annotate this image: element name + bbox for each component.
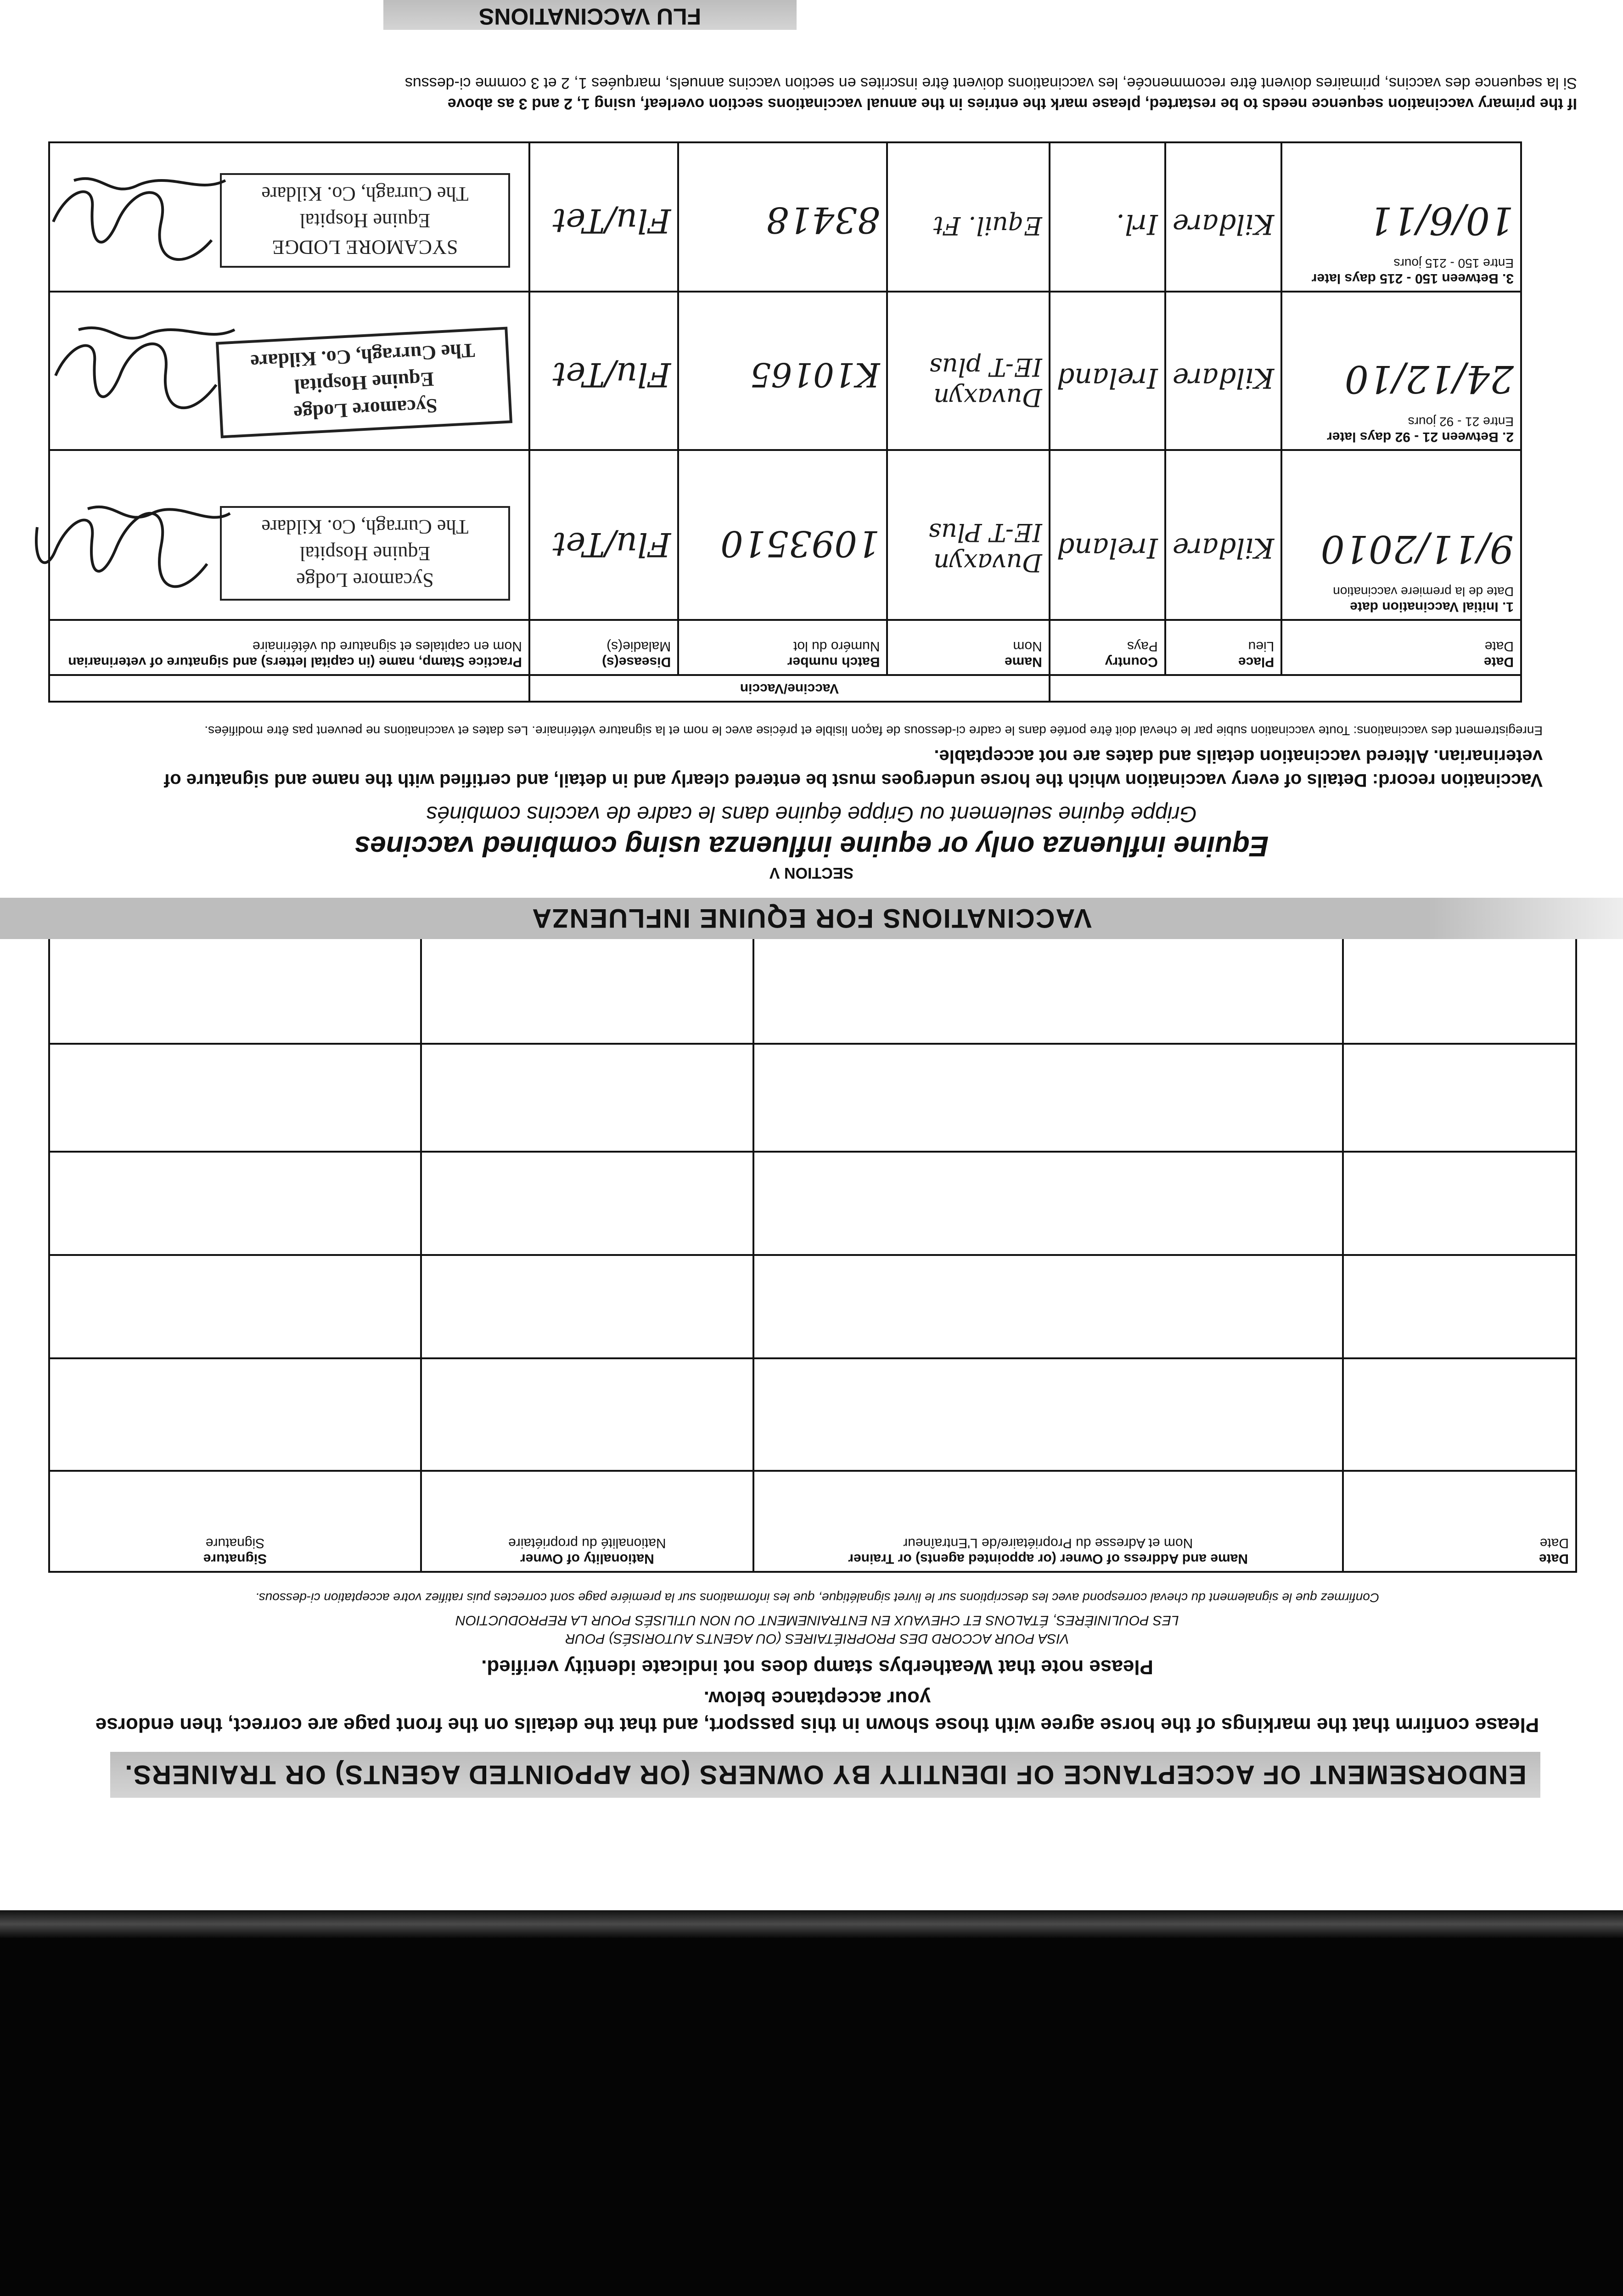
col-name-fr: Nom xyxy=(1013,639,1042,654)
vaccine-group-label: Vaccine/Vaccin xyxy=(740,681,839,696)
vaccination-row-3[interactable] xyxy=(49,142,1521,292)
endorsement-row[interactable] xyxy=(49,936,1576,1044)
vaccination-record-text: Vaccination record: Details of every vaccination which the horse undergoes must be entered clearly and in detail, and certified with the name and signature of veterinarian. Altered vaccination details and dates are not acceptable. xyxy=(164,746,1543,790)
vacc-name: Duvaxyn IE-T plus xyxy=(929,353,1042,412)
stamp-line-3: The Curragh, Co. Kildare xyxy=(261,183,469,205)
stamp-line-3: The Curragh, Co. Kildare xyxy=(261,516,469,538)
vacc-date: 10/6/11 xyxy=(1368,198,1514,242)
vacc-place: Kildare xyxy=(1172,208,1275,240)
endorsement-col-signature-fr: Signature xyxy=(205,1536,265,1551)
influenza-title: Equine influenza only or equine influenza using combined vaccines xyxy=(354,830,1269,862)
section-label: SECTION V xyxy=(769,864,854,882)
endorsement-cell-date[interactable] xyxy=(1343,1255,1576,1358)
restart-note: If the primary vaccination sequence needs to be restarted, please mark the entries in the annual vaccinations section overleaf, using 1, 2 and 3 as above xyxy=(447,95,1577,113)
endorsement-col-date-en: Date xyxy=(1539,1551,1569,1566)
stamp-line-1: Sycamore Lodge xyxy=(296,569,434,591)
stamp-line-2: Equine Hospital xyxy=(299,542,431,565)
endorsement-col-date xyxy=(1343,1471,1576,1572)
influenza-banner-text: VACCINATIONS FOR EQUINE INFLUENZA xyxy=(531,903,1092,934)
endorsement-cell-date[interactable] xyxy=(1343,1044,1576,1152)
vacc-batch-cell[interactable] xyxy=(678,142,887,292)
endorsement-cell-date[interactable] xyxy=(1343,1152,1576,1255)
vacc-disease-cell[interactable] xyxy=(529,142,678,292)
group-spacer xyxy=(49,675,529,702)
vacc-stamp-cell[interactable] xyxy=(49,450,529,620)
endorsement-banner-text: ENDORSEMENT OF ACCEPTANCE OF IDENTITY BY OWNERS (OR APPOINTED AGENTS) OR TRAINERS. xyxy=(124,1760,1527,1790)
endorsement-col-nationality xyxy=(421,1471,753,1572)
endorsement-cell-name[interactable] xyxy=(753,1152,1343,1255)
endorsement-cell-nationality[interactable] xyxy=(421,1044,753,1152)
endorsement-cell-name[interactable] xyxy=(753,936,1343,1044)
endorsement-cell-signature[interactable] xyxy=(49,1255,421,1358)
col-stamp xyxy=(49,620,529,675)
endorsement-row[interactable] xyxy=(49,1358,1576,1471)
col-stamp-en: Practice Stamp, name (in capital letters) and signature of veterinarian xyxy=(68,654,522,670)
col-batch xyxy=(678,620,887,675)
col-name-en: Name xyxy=(1005,654,1042,670)
vacc-country: Ireland xyxy=(1056,532,1158,564)
col-country-fr: Pays xyxy=(1127,639,1158,654)
vacc-country-cell[interactable] xyxy=(1050,450,1165,620)
endorsement-cell-nationality[interactable] xyxy=(421,936,753,1044)
endorsement-cell-nationality[interactable] xyxy=(421,1358,753,1471)
vacc-batch: K10165 xyxy=(750,355,880,394)
vacc-batch-cell[interactable] xyxy=(678,450,887,620)
flu-vaccinations-banner xyxy=(383,0,797,30)
flu-vaccinations-banner-text: FLU VACCINATIONS xyxy=(478,4,702,29)
endorsement-row[interactable] xyxy=(49,1255,1576,1358)
vaccination-table xyxy=(48,141,1522,703)
vacc-place-cell[interactable] xyxy=(1165,142,1282,292)
col-batch-fr: Numéro du lot xyxy=(793,639,880,654)
vacc-country: Irl. xyxy=(1116,208,1158,240)
col-date-fr: Date xyxy=(1484,639,1514,654)
vacc-disease: Flu/Tet xyxy=(552,355,671,394)
endorsement-cell-nationality[interactable] xyxy=(421,1152,753,1255)
endorsement-col-name-en: Name and Address of Owner (or appointed agents) or Trainer xyxy=(848,1551,1248,1566)
vacc-row-label-fr: Date de la premiere vaccination xyxy=(1333,585,1514,599)
col-batch-en: Batch number xyxy=(787,654,880,670)
stamp-line-2: Equine Hospital xyxy=(293,368,435,398)
vacc-disease: Flu/Tet xyxy=(552,202,671,240)
stamp-line-3: The Curragh, Co. Kildare xyxy=(250,339,476,373)
endorsement-cell-signature[interactable] xyxy=(49,1044,421,1152)
vacc-row-label: 1. Initial Vaccination date xyxy=(1350,599,1514,614)
vacc-batch-cell[interactable] xyxy=(678,292,887,450)
endorsement-cell-name[interactable] xyxy=(753,1255,1343,1358)
endorsement-table xyxy=(48,935,1577,1573)
col-stamp-fr: Nom en capitales et signature du vétérinaire xyxy=(252,639,522,654)
endorsement-col-signature xyxy=(49,1471,421,1572)
vacc-country-cell[interactable] xyxy=(1050,292,1165,450)
vacc-row-label-fr: Entre 150 - 215 jours xyxy=(1393,256,1514,270)
endorsement-fr-confirm: Confirmez que le signalement du cheval correspond avec les descriptions sur le livret signalétique, que les informations sur la premiére page sont correctes puis ratifiez votre acceptation ci-dessous. xyxy=(255,1591,1380,1605)
col-country-en: Country xyxy=(1105,654,1158,670)
vacc-name-cell[interactable] xyxy=(887,142,1049,292)
col-disease-fr: Maladie(s) xyxy=(607,639,671,654)
vaccine-group-header xyxy=(529,675,1050,702)
endorsement-intro: Please confirm that the markings of the horse agree with those shown in this passport, and that the details on the front page are correct, then endorse your acceptance below. xyxy=(95,1687,1539,1736)
col-country xyxy=(1050,620,1165,675)
restart-note-fr: Si la sequence des vaccins, primaires doivent être recommencée, les vaccinations doivent être inscrites en section vaccins annuels, marquées 1, 2 et 3 comme ci-dessus xyxy=(404,74,1577,92)
col-name xyxy=(887,620,1049,675)
vacc-batch: 1093510 xyxy=(720,523,880,564)
vacc-date-cell[interactable] xyxy=(1281,142,1521,292)
vacc-name-cell[interactable] xyxy=(887,292,1049,450)
endorsement-fr-line2: LES POULINIÈRES, ÉTALONS ET CHEVAUX EN ENTRAINEMENT OU NON UTILISÉS POUR LA REPRODUCTION xyxy=(455,1613,1179,1628)
stamp-line-1: Sycamore Lodge xyxy=(293,394,438,425)
endorsement-cell-signature[interactable] xyxy=(49,1152,421,1255)
vacc-place-cell[interactable] xyxy=(1165,292,1282,450)
endorsement-fr-line1: VISA POUR ACCORD DES PROPRIÉTAIRES (OU AGENTS AUTORISÉS) POUR xyxy=(565,1631,1069,1646)
vacc-place-cell[interactable] xyxy=(1165,450,1282,620)
vet-signature xyxy=(0,144,528,291)
col-place-fr: Lieu xyxy=(1248,639,1275,654)
vacc-country-cell[interactable] xyxy=(1050,142,1165,292)
endorsement-cell-signature[interactable] xyxy=(49,1358,421,1471)
col-date xyxy=(1281,620,1521,675)
col-disease xyxy=(529,620,678,675)
vet-signature xyxy=(0,293,528,449)
vaccination-record-fr: Enregistrement des vaccinations: Toute vaccination subie par le cheval doit être portée dans le cadre ci-dessous de façon lisible et précise avec le nom et la signature vétérinaire. Les dates et vaccinations ne peuvent pas être modifiées. xyxy=(204,724,1543,738)
vaccination-header-row xyxy=(49,620,1521,675)
endorsement-cell-date[interactable] xyxy=(1343,1358,1576,1471)
scan-border xyxy=(0,1938,1623,2296)
col-place-en: Place xyxy=(1238,654,1275,670)
vaccination-row-1[interactable] xyxy=(49,450,1521,620)
endorsement-cell-nationality[interactable] xyxy=(421,1255,753,1358)
endorsement-cell-signature[interactable] xyxy=(49,936,421,1044)
vacc-disease: Flu/Tet xyxy=(552,525,671,564)
vacc-date-cell[interactable] xyxy=(1281,292,1521,450)
endorsement-col-nationality-fr: Nationalité du propriétaire xyxy=(508,1536,666,1551)
vacc-date: 9/11/2010 xyxy=(1320,527,1514,570)
vacc-disease-cell[interactable] xyxy=(529,292,678,450)
vacc-date: 24/12/10 xyxy=(1344,357,1514,400)
endorsement-banner xyxy=(110,1752,1540,1798)
group-spacer xyxy=(1050,675,1521,702)
endorsement-cell-name[interactable] xyxy=(753,1044,1343,1152)
endorsement-header-row xyxy=(49,1471,1576,1572)
endorsement-col-name xyxy=(753,1471,1343,1572)
col-place xyxy=(1165,620,1282,675)
vacc-row-label-fr: Entre 21 - 92 jours xyxy=(1408,415,1514,429)
endorsement-col-name-fr: Nom et Adresse du Propriétaire/de L'Entraîneur xyxy=(903,1536,1193,1551)
vacc-date-cell[interactable] xyxy=(1281,450,1521,620)
endorsement-cell-name[interactable] xyxy=(753,1358,1343,1471)
vacc-place: Kildare xyxy=(1172,532,1275,564)
endorsement-row[interactable] xyxy=(49,1044,1576,1152)
endorsement-col-date-fr: Date xyxy=(1539,1536,1569,1551)
vacc-disease-cell[interactable] xyxy=(529,450,678,620)
endorsement-cell-date[interactable] xyxy=(1343,936,1576,1044)
endorsement-col-nationality-en: Nationality of Owner xyxy=(520,1551,654,1566)
vaccination-row-2[interactable] xyxy=(49,292,1521,450)
vacc-stamp-cell[interactable] xyxy=(49,142,529,292)
endorsement-col-signature-en: Signature xyxy=(203,1551,267,1566)
vacc-name: Equil. Ft xyxy=(933,211,1042,240)
vacc-name-cell[interactable] xyxy=(887,450,1049,620)
endorsement-row[interactable] xyxy=(49,1152,1576,1255)
vacc-name: Duvaxyn IE-T Plus xyxy=(928,518,1042,577)
col-date-en: Date xyxy=(1483,654,1514,670)
vacc-stamp-cell[interactable] xyxy=(49,292,529,450)
influenza-banner xyxy=(0,898,1623,939)
stamp-line-2: Equine Hospital xyxy=(299,209,431,232)
endorsement-note: Please note that Weatherbys stamp does not indicate identity verified. xyxy=(481,1656,1153,1678)
vacc-place: Kildare xyxy=(1172,362,1275,394)
influenza-subtitle: Grippe équine seulement ou Grippe équine dans le cadre de vaccins combinés xyxy=(426,802,1197,826)
vacc-row-label: 2. Between 21 - 92 days later xyxy=(1327,429,1514,445)
vacc-row-label: 3. Between 150 - 215 days later xyxy=(1311,271,1514,286)
vacc-country: Ireland xyxy=(1056,362,1158,394)
vaccination-group-row xyxy=(49,675,1521,702)
col-disease-en: Disease(s) xyxy=(602,654,671,670)
vacc-batch: 83418 xyxy=(766,199,880,240)
stamp-line-1: SYCAMORE LODGE xyxy=(272,236,458,259)
vet-signature xyxy=(0,454,528,619)
scan-border-strip xyxy=(0,1910,1623,1938)
